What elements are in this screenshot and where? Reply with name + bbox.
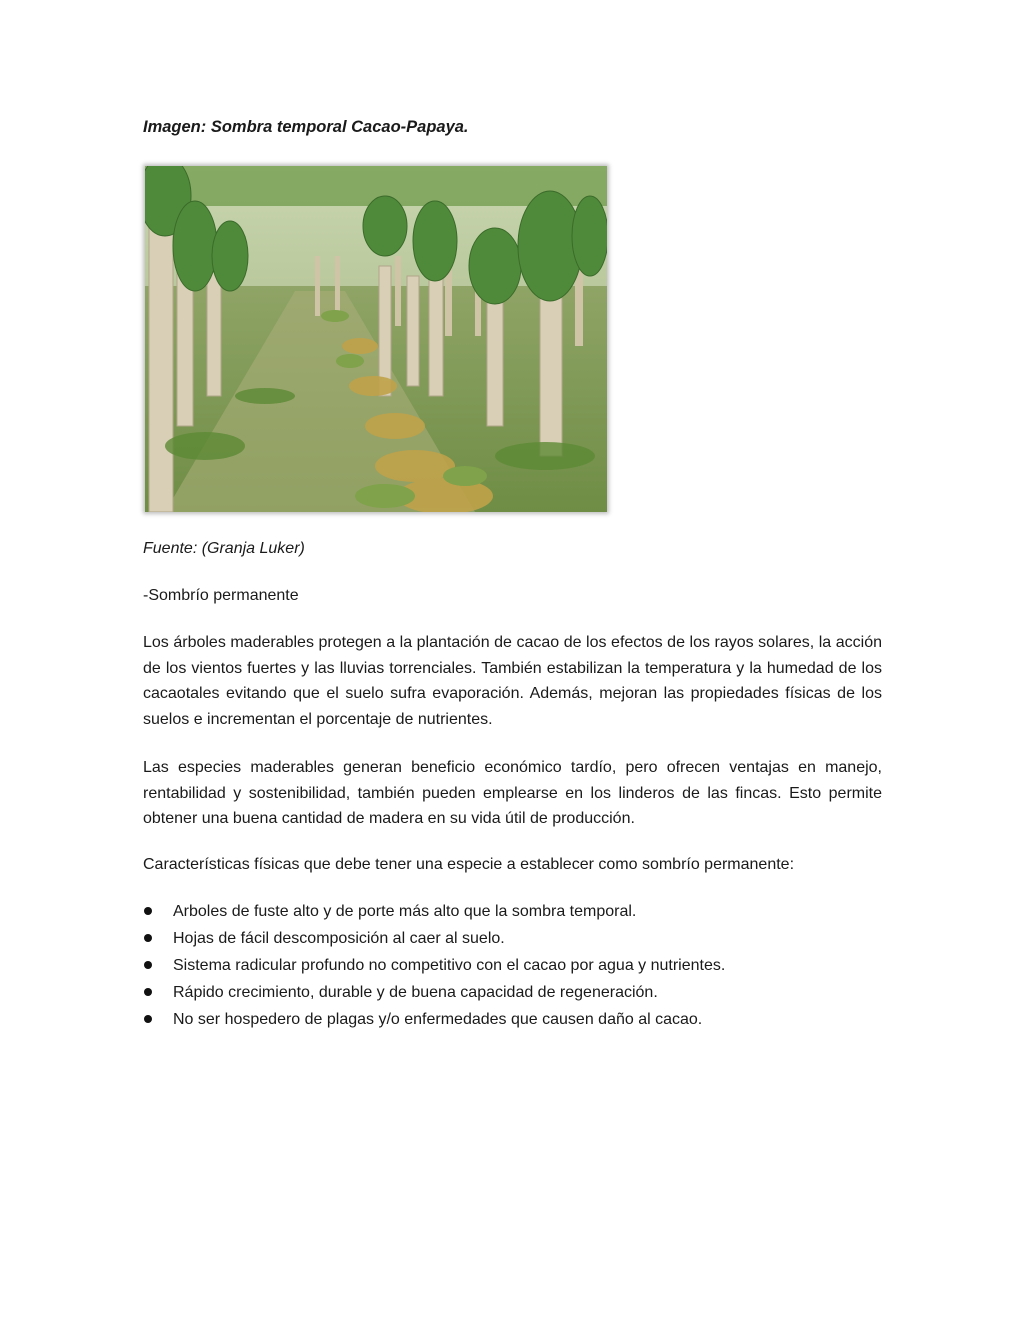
figure-source: Fuente: (Granja Luker) — [143, 540, 305, 557]
bullet-icon — [144, 1015, 152, 1023]
list-item-text: Hojas de fácil descomposición al caer al suelo. — [173, 930, 505, 947]
list-item-text: No ser hospedero de plagas y/o enfermedades que causen daño al cacao. — [173, 1011, 703, 1028]
list-item — [143, 979, 882, 1006]
list-item — [143, 898, 882, 925]
bullet-icon — [144, 988, 152, 996]
list-item-text: Arboles de fuste alto y de porte más alto que la sombra temporal. — [173, 903, 637, 920]
list-item — [143, 925, 882, 952]
paragraph: Características físicas que debe tener una especie a establecer como sombrío permanente: — [143, 856, 795, 873]
list-item — [143, 952, 882, 979]
papaya-cacao-photo — [145, 166, 607, 512]
paragraph: Las especies maderables generan beneficio económico tardío, pero ofrecen ventajas en manejo, rentabilidad y sostenibilidad, también pueden emplearse en los linderos de las fincas. Esto permite obtener una buena cantidad de madera en su vida útil de producción. — [143, 759, 882, 827]
bullet-icon — [144, 961, 152, 969]
list-item-text: Rápido crecimiento, durable y de buena capacidad de regeneración. — [173, 984, 658, 1001]
figure-title: Imagen: Sombra temporal Cacao-Papaya. — [143, 118, 469, 136]
list-item-text: Sistema radicular profundo no competitivo con el cacao por agua y nutrientes. — [173, 957, 726, 974]
bullet-icon — [144, 934, 152, 942]
list-item — [143, 1006, 882, 1033]
section-heading: -Sombrío permanente — [143, 587, 299, 604]
paragraph: Los árboles maderables protegen a la plantación de cacao de los efectos de los rayos solares, la acción de los vientos fuertes y las lluvias torrenciales. También estabilizan la temperatura y la humedad de los cacaotales evitando que el suelo sufra evaporación. Además, mejoran las propiedades físicas de los suelos e incrementan el porcentaje de nutrientes. — [143, 634, 882, 728]
bullet-icon — [144, 907, 152, 915]
characteristics-list — [143, 898, 882, 1033]
